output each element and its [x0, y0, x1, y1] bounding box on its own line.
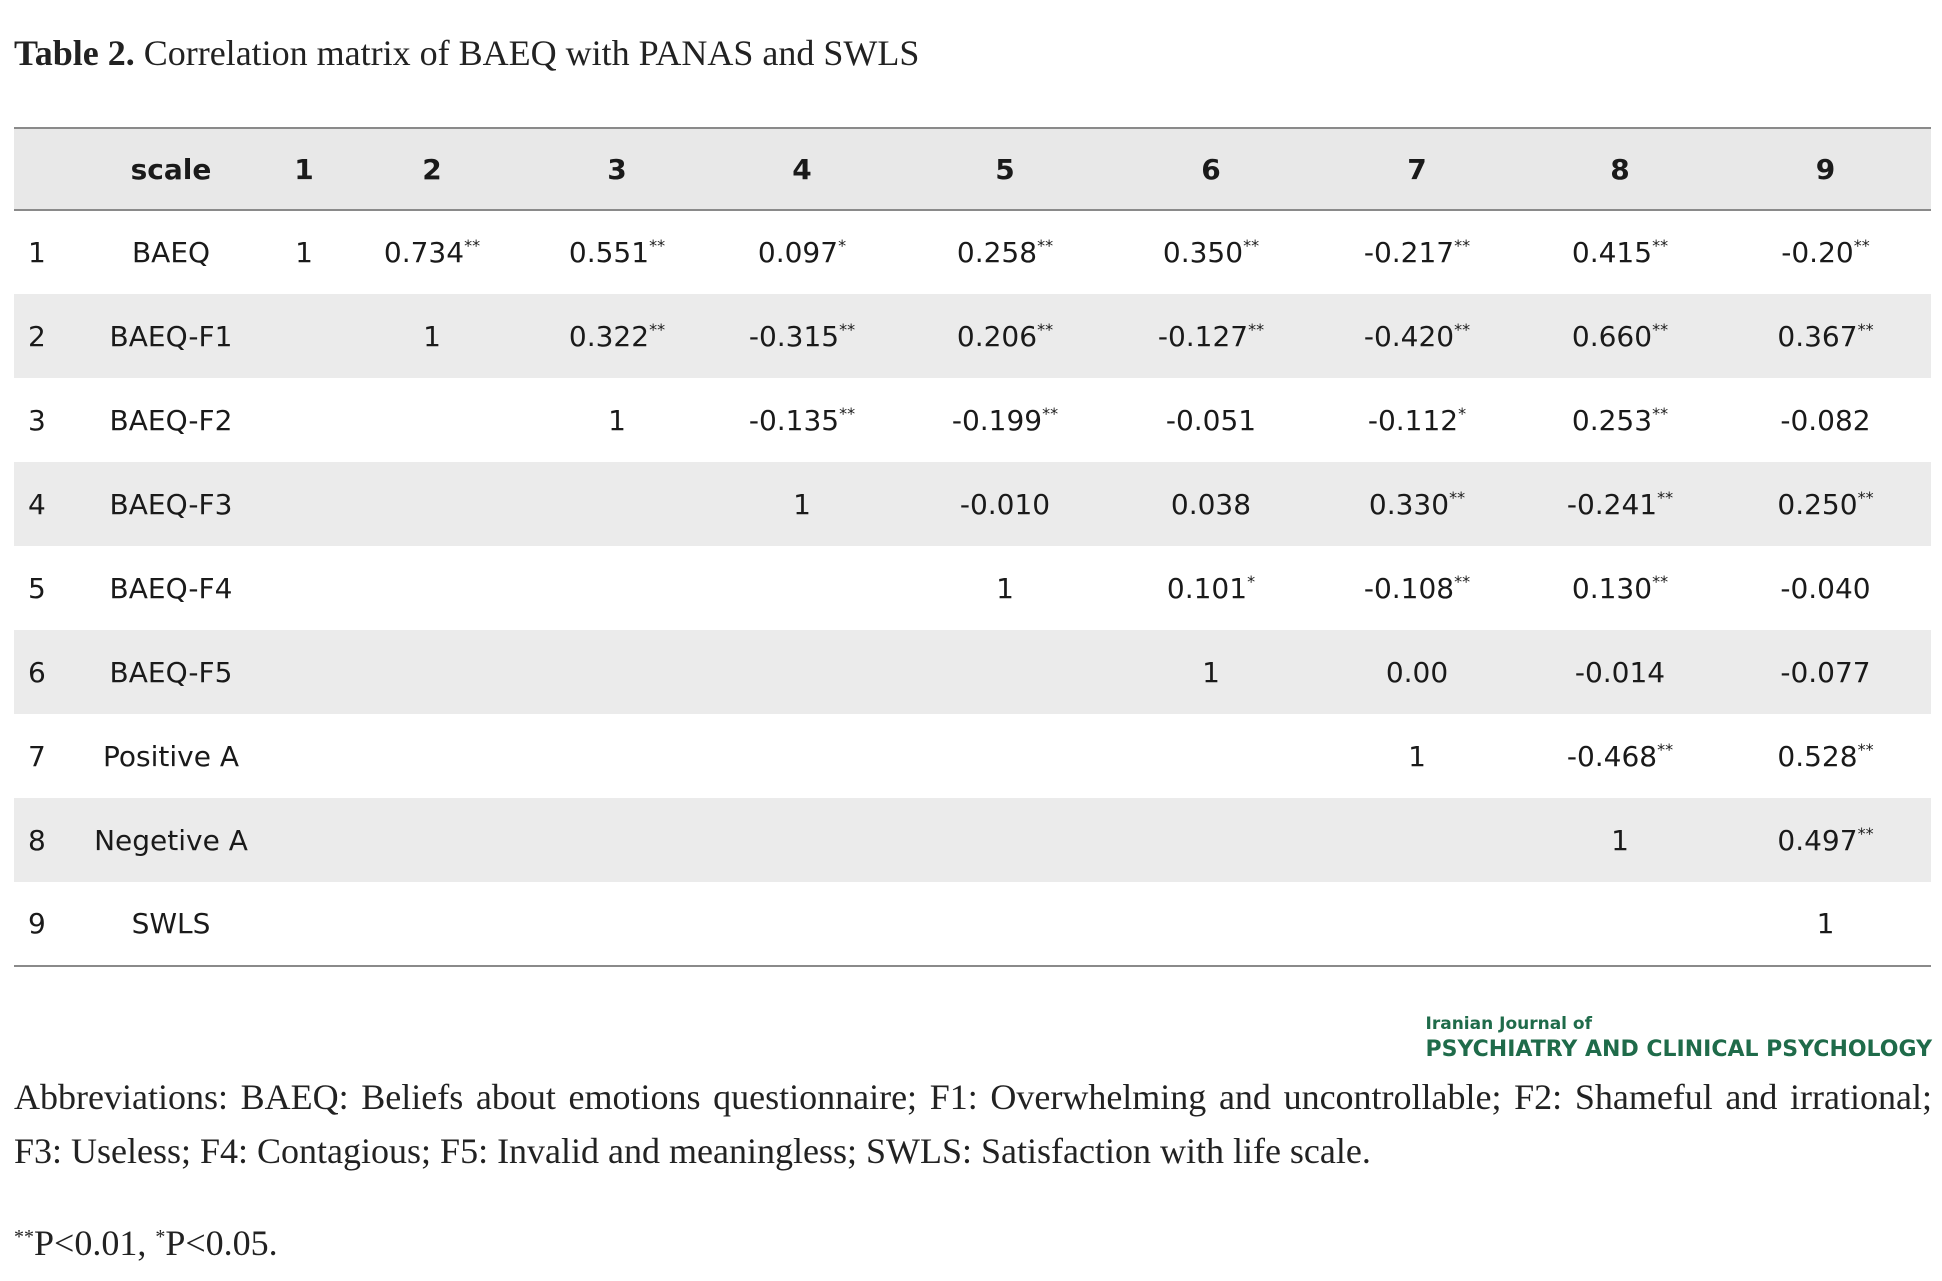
- table-row: [14, 546, 1931, 630]
- significance-text: P<0.05.: [165, 1223, 278, 1263]
- header-cell: [14, 128, 66, 210]
- significance-marker: **: [1449, 487, 1466, 507]
- correlation-cell: [1520, 882, 1720, 966]
- header-cell: 6: [1201, 152, 1221, 186]
- correlation-value: 0.734: [383, 236, 465, 269]
- correlation-cell: [1720, 294, 1931, 378]
- caption-label: Table 2.: [14, 33, 135, 73]
- significance-marker: **: [1657, 487, 1674, 507]
- table-row: [14, 882, 1931, 966]
- correlation-cell: [702, 210, 902, 294]
- correlation-cell: [1720, 630, 1931, 714]
- table-caption: [14, 32, 919, 74]
- correlation-value: 0.322: [568, 319, 650, 353]
- correlation-cell: [332, 546, 532, 630]
- table-body: [14, 210, 1931, 966]
- scale-name: SWLS: [131, 907, 211, 940]
- correlation-cell: [532, 882, 702, 966]
- significance-marker: *: [155, 1226, 166, 1248]
- correlation-cell: [1520, 714, 1720, 798]
- correlation-cell: [332, 462, 532, 546]
- correlation-cell: [702, 462, 902, 546]
- scale-name: BAEQ-F2: [109, 403, 233, 437]
- correlation-value: 0.415: [1571, 236, 1653, 269]
- correlation-value: -0.420: [1363, 319, 1455, 353]
- correlation-cell: [1108, 798, 1314, 882]
- row-number: 7: [28, 739, 46, 773]
- correlation-value: 0.551: [568, 236, 650, 269]
- caption-text: Correlation matrix of BAEQ with PANAS and SWLS: [143, 33, 920, 73]
- correlation-value: 0.00: [1385, 655, 1449, 689]
- significance-marker: **: [1454, 571, 1471, 591]
- correlation-value: 1: [1816, 907, 1835, 940]
- significance-marker: **: [1248, 319, 1265, 339]
- correlation-cell: [902, 546, 1108, 630]
- correlation-value: -0.112: [1367, 403, 1459, 437]
- correlation-table: [14, 127, 1931, 967]
- correlation-cell: [902, 630, 1108, 714]
- correlation-cell: [532, 714, 702, 798]
- correlation-value: -0.077: [1780, 655, 1871, 689]
- correlation-cell: [532, 798, 702, 882]
- correlation-value: -0.010: [959, 487, 1051, 521]
- correlation-value: -0.217: [1363, 236, 1455, 269]
- scale-name: Negetive A: [94, 823, 248, 857]
- correlation-cell: [1314, 798, 1520, 882]
- correlation-value: 1: [608, 403, 626, 437]
- significance-marker: **: [1652, 236, 1669, 255]
- correlation-value: 0.097: [757, 236, 839, 269]
- correlation-cell: [1520, 462, 1720, 546]
- significance-marker: *: [1458, 403, 1467, 423]
- significance-marker: **: [14, 1226, 34, 1248]
- correlation-cell: [332, 882, 532, 966]
- correlation-value: 1: [1611, 823, 1629, 857]
- correlation-value: -0.127: [1157, 319, 1249, 353]
- header-cell: 4: [792, 152, 812, 186]
- correlation-cell: [702, 714, 902, 798]
- correlation-cell: [332, 378, 532, 462]
- correlation-cell: [1108, 630, 1314, 714]
- correlation-cell: [1108, 294, 1314, 378]
- row-number: 9: [28, 907, 46, 940]
- correlation-cell: [276, 294, 332, 378]
- header-cell: 3: [607, 152, 627, 186]
- correlation-cell: [532, 210, 702, 294]
- significance-marker: **: [1243, 236, 1260, 255]
- correlation-cell: [1108, 882, 1314, 966]
- correlation-value: 0.660: [1571, 319, 1653, 353]
- table-row: [14, 210, 1931, 294]
- significance-marker: **: [464, 236, 481, 255]
- correlation-cell: [276, 378, 332, 462]
- correlation-cell: [1520, 210, 1720, 294]
- correlation-cell: [1108, 210, 1314, 294]
- correlation-cell: [1520, 378, 1720, 462]
- correlation-cell: [276, 462, 332, 546]
- correlation-cell: [1720, 210, 1931, 294]
- correlation-value: 1: [1408, 739, 1426, 773]
- row-number: 8: [28, 823, 46, 857]
- significance-marker: **: [1652, 319, 1669, 339]
- correlation-value: -0.014: [1574, 655, 1666, 689]
- correlation-cell: [702, 378, 902, 462]
- correlation-cell: [902, 882, 1108, 966]
- correlation-cell: [1314, 882, 1520, 966]
- correlation-cell: [1314, 378, 1520, 462]
- correlation-cell: [1108, 378, 1314, 462]
- correlation-cell: [332, 714, 532, 798]
- correlation-value: 1: [996, 571, 1014, 605]
- scale-name: BAEQ-F5: [109, 655, 233, 689]
- correlation-cell: [532, 378, 702, 462]
- correlation-cell: [1720, 462, 1931, 546]
- correlation-value: -0.241: [1566, 487, 1658, 521]
- significance-marker: **: [839, 403, 856, 423]
- scale-name: Positive A: [103, 739, 239, 773]
- row-number: 2: [28, 319, 46, 353]
- correlation-cell: [1314, 630, 1520, 714]
- abbreviations-note: Abbreviations: BAEQ: Beliefs about emotions questionnaire; F1: Overwhelming and uncontrollable; F2: Shameful and irrational; F3: Useless; F4: Contagious; F5: Invalid and meaningless; SWLS: Satisfaction with life scale.: [14, 1077, 1932, 1171]
- correlation-value: 0.497: [1777, 823, 1858, 857]
- correlation-value: 0.250: [1777, 487, 1858, 521]
- scale-name: BAEQ: [131, 236, 211, 269]
- correlation-cell: [1720, 714, 1931, 798]
- correlation-cell: [276, 798, 332, 882]
- correlation-cell: [1314, 210, 1520, 294]
- significance-marker: *: [838, 236, 847, 255]
- correlation-value: 0.038: [1170, 487, 1252, 521]
- correlation-value: 0.330: [1368, 487, 1450, 521]
- row-number: 6: [28, 655, 46, 689]
- significance-marker: **: [1857, 319, 1874, 339]
- correlation-cell: [1314, 714, 1520, 798]
- correlation-value: -0.108: [1363, 571, 1455, 605]
- table-row: [14, 294, 1931, 378]
- correlation-value: -0.468: [1566, 739, 1658, 773]
- correlation-cell: [532, 294, 702, 378]
- header-cell: 8: [1610, 152, 1630, 186]
- significance-note: [14, 1222, 278, 1264]
- correlation-value: -0.315: [748, 319, 840, 353]
- significance-marker: **: [1857, 739, 1874, 759]
- correlation-cell: [902, 798, 1108, 882]
- correlation-cell: [332, 210, 532, 294]
- correlation-cell: [702, 546, 902, 630]
- header-cell: 1: [294, 152, 314, 186]
- correlation-cell: [276, 210, 332, 294]
- significance-marker: **: [649, 319, 666, 339]
- correlation-cell: [532, 630, 702, 714]
- correlation-value: -0.199: [951, 403, 1043, 437]
- correlation-value: 0.101: [1166, 571, 1248, 605]
- significance-marker: *: [1247, 571, 1256, 591]
- journal-logo: [1426, 1014, 1932, 1062]
- correlation-cell: [902, 462, 1108, 546]
- scale-name: BAEQ-F1: [109, 319, 233, 353]
- significance-marker: **: [1652, 571, 1669, 591]
- correlation-cell: [902, 210, 1108, 294]
- correlation-cell: [276, 630, 332, 714]
- correlation-value: 0.253: [1571, 403, 1653, 437]
- row-number: 5: [28, 571, 46, 605]
- significance-marker: **: [1037, 236, 1054, 255]
- significance-marker: **: [1042, 403, 1059, 423]
- significance-text: P<0.01,: [34, 1223, 156, 1263]
- correlation-cell: [702, 882, 902, 966]
- correlation-value: 0.130: [1571, 571, 1653, 605]
- correlation-cell: [1108, 714, 1314, 798]
- significance-marker: **: [1652, 403, 1669, 423]
- correlation-cell: [1720, 798, 1931, 882]
- table-row: [14, 378, 1931, 462]
- correlation-value: 0.258: [956, 236, 1038, 269]
- correlation-cell: [902, 294, 1108, 378]
- significance-marker: **: [1657, 739, 1674, 759]
- correlation-cell: [1108, 546, 1314, 630]
- header-cell: 7: [1407, 152, 1427, 186]
- correlation-value: -0.20: [1781, 236, 1854, 269]
- correlation-cell: [702, 294, 902, 378]
- correlation-cell: [332, 798, 532, 882]
- correlation-cell: [1720, 546, 1931, 630]
- correlation-cell: [332, 294, 532, 378]
- correlation-cell: [1520, 294, 1720, 378]
- significance-marker: **: [1857, 823, 1874, 843]
- correlation-cell: [276, 546, 332, 630]
- table-row: [14, 630, 1931, 714]
- scale-name: BAEQ-F4: [109, 571, 233, 605]
- correlation-value: -0.051: [1165, 403, 1257, 437]
- correlation-cell: [1720, 378, 1931, 462]
- table-header-row: [14, 128, 1931, 210]
- significance-marker: **: [839, 319, 856, 339]
- correlation-cell: [1314, 546, 1520, 630]
- correlation-cell: [532, 462, 702, 546]
- correlation-value: -0.082: [1780, 403, 1871, 437]
- correlation-cell: [532, 546, 702, 630]
- correlation-value: -0.135: [748, 403, 840, 437]
- correlation-value: 1: [295, 236, 313, 269]
- correlation-cell: [276, 714, 332, 798]
- significance-marker: **: [1853, 236, 1870, 255]
- correlation-value: -0.040: [1780, 571, 1871, 605]
- row-number: 1: [28, 236, 46, 269]
- significance-marker: **: [1454, 236, 1471, 255]
- table-row: [14, 798, 1931, 882]
- correlation-value: 1: [1202, 655, 1220, 689]
- row-number: 4: [28, 487, 46, 521]
- table-row: [14, 462, 1931, 546]
- correlation-cell: [902, 714, 1108, 798]
- correlation-value: 0.528: [1777, 739, 1858, 773]
- header-cell: 9: [1815, 152, 1836, 186]
- correlation-cell: [1720, 882, 1931, 966]
- correlation-value: 0.367: [1777, 319, 1858, 353]
- correlation-value: 1: [423, 319, 441, 353]
- significance-marker: **: [1857, 487, 1874, 507]
- significance-marker: **: [1454, 319, 1471, 339]
- correlation-cell: [332, 630, 532, 714]
- correlation-cell: [1520, 546, 1720, 630]
- correlation-value: 0.206: [956, 319, 1038, 353]
- correlation-cell: [1108, 462, 1314, 546]
- journal-logo-line2: PSYCHIATRY AND CLINICAL PSYCHOLOGY: [1425, 1037, 1932, 1062]
- correlation-cell: [1314, 294, 1520, 378]
- scale-name: BAEQ-F3: [109, 487, 233, 521]
- header-cell: 2: [422, 152, 442, 186]
- correlation-cell: [902, 378, 1108, 462]
- significance-marker: **: [649, 236, 666, 255]
- header-cell: 5: [995, 152, 1015, 186]
- correlation-value: 1: [793, 487, 811, 521]
- header-cell: scale: [130, 152, 212, 186]
- correlation-cell: [702, 630, 902, 714]
- correlation-cell: [1314, 462, 1520, 546]
- row-number: 3: [28, 403, 46, 437]
- correlation-value: 0.350: [1162, 236, 1244, 269]
- correlation-cell: [1520, 798, 1720, 882]
- table-row: [14, 714, 1931, 798]
- correlation-cell: [276, 882, 332, 966]
- journal-logo-line1: Iranian Journal of: [1425, 1014, 1593, 1034]
- correlation-cell: [1520, 630, 1720, 714]
- correlation-cell: [702, 798, 902, 882]
- significance-marker: **: [1037, 319, 1054, 339]
